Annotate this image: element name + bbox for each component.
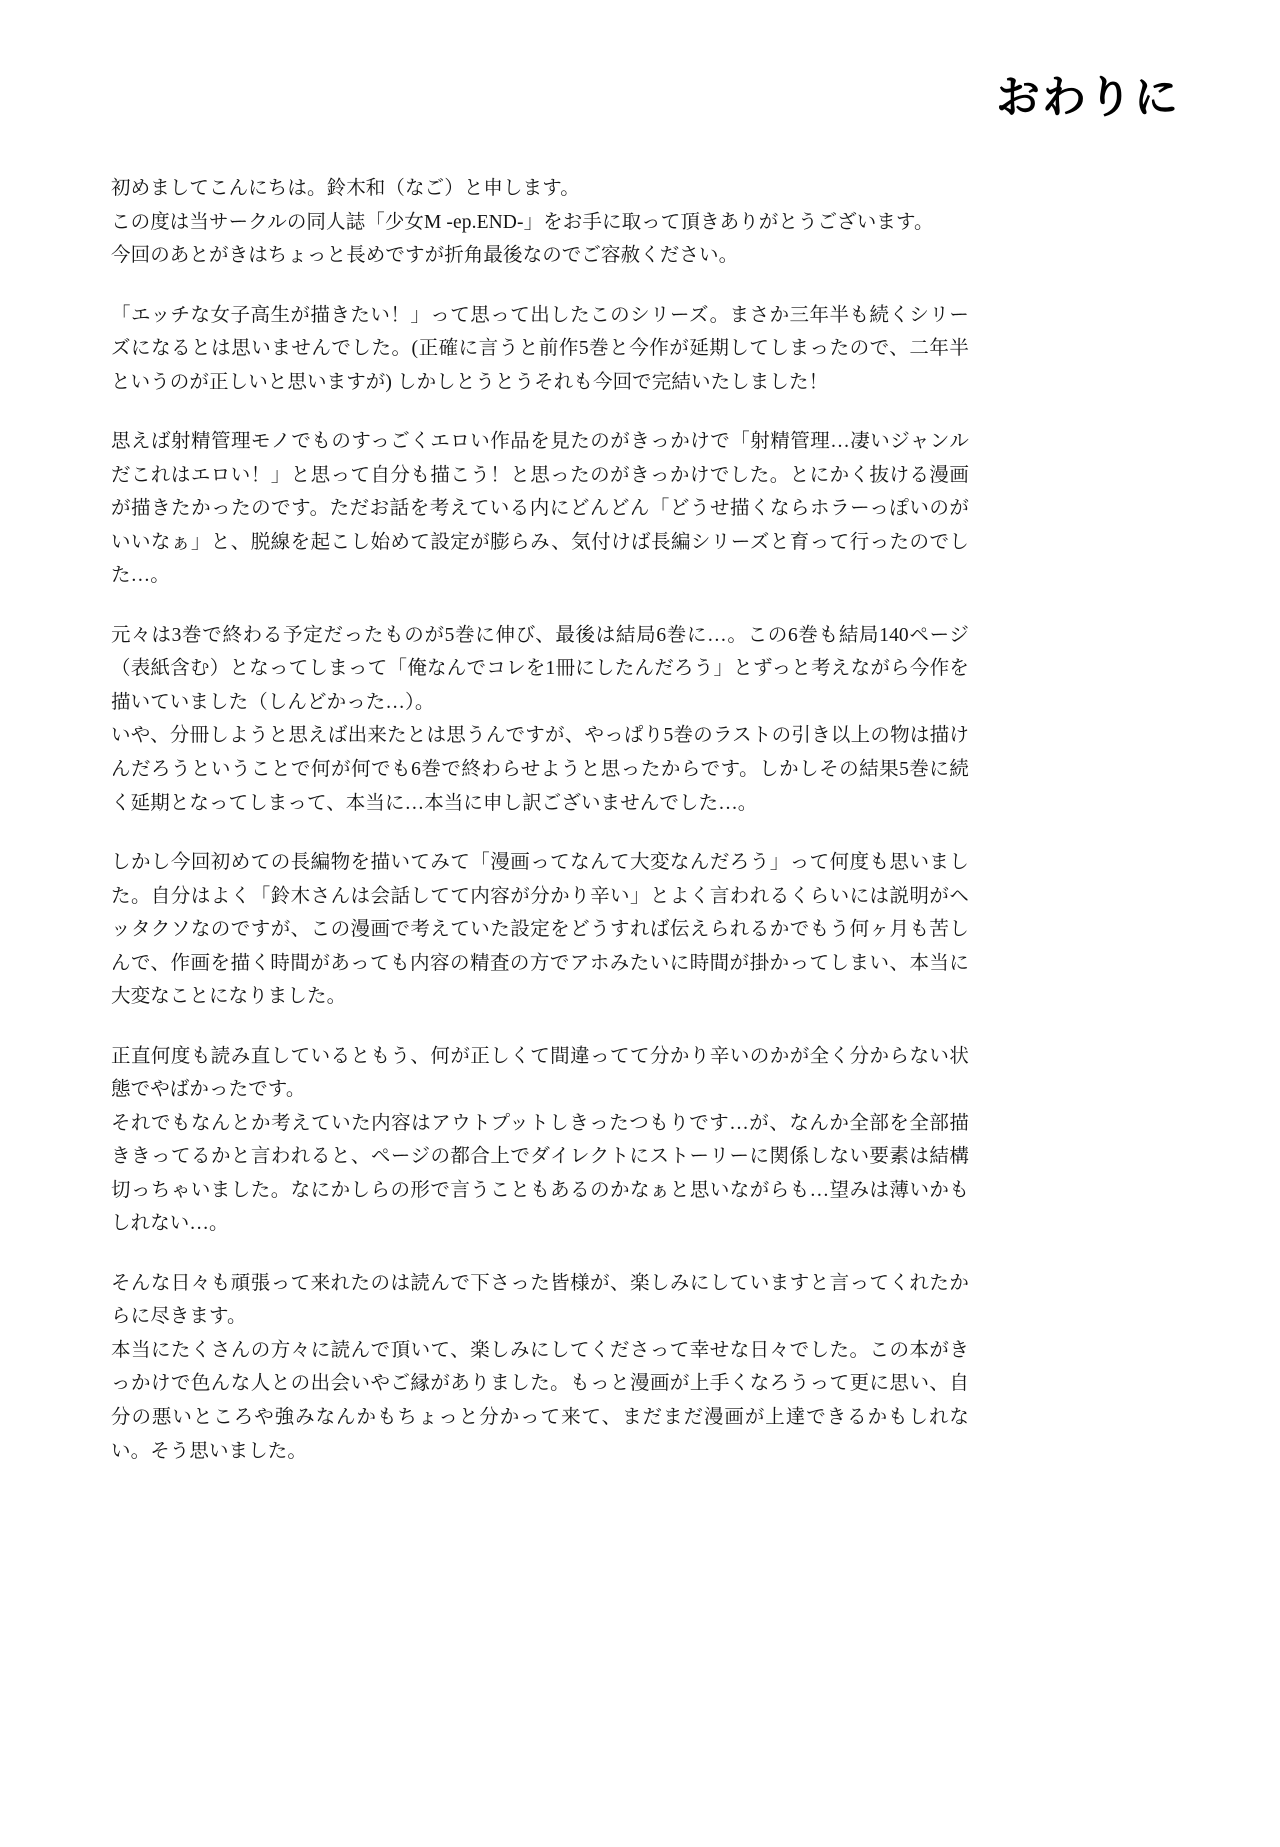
paragraph-spacer <box>111 593 969 619</box>
paragraph-rereading: 正直何度も読み直しているともう、何が正しくて間違ってて分かり辛いのかが全く分からない状態でやばかったです。 それでもなんとか考えていた内容はアウトプットしきったつもりです…が、なんか全部を全部描ききってるかと言われると、ページの都合上でダイレクトにストーリーに関係しない要素は結構切っちゃいました。なにかしらの形で言うこともあるのかなぁと思いながらも…望みは薄いかもしれない…。 <box>111 1045 969 1235</box>
paragraph-series-origin: 「エッチな女子高生が描きたい！」って思って出したこのシリーズ。まさか三年半も続くシリーズになるとは思いませんでした。(正確に言うと前作5巻と今作が延期してしまったので、二年半というのが正しいと思いますが) しかしとうとうそれも今回で完結いたしました！ <box>111 304 969 393</box>
paragraph-spacer <box>111 820 969 846</box>
paragraph-volume-count: 元々は3巻で終わる予定だったものが5巻に伸び、最後は結局6巻に…。この6巻も結局140ページ（表紙含む）となってしまって「俺なんでコレを1冊にしたんだろう」とずっと考えながら今作を描いていました（しんどかった…）。 いや、分冊しようと思えば出来たとは思うんですが、やっぱり5巻のラストの引き以上の物は描けんだろうということで何が何でも6巻で終わらせようと思ったからです。しかしその結果5巻に続く延期となってしまって、本当に…本当に申し訳ございませんでした…。 <box>111 624 969 814</box>
paragraph-spacer <box>111 399 969 425</box>
afterword-body <box>111 172 969 1468</box>
paragraph-long-form-difficulty: しかし今回初めての長編物を描いてみて「漫画ってなんて大変なんだろう」って何度も思いました。自分はよく「鈴木さんは会話してて内容が分かり辛い」とよく言われるくらいには説明がヘッタクソなのですが、この漫画で考えていた設定をどうすれば伝えられるかでもう何ヶ月も苦しんで、作画を描く時間があっても内容の精査の方でアホみたいに時間が掛かってしまい、本当に大変なことになりました。 <box>111 852 969 1008</box>
paragraph-genre-inspiration: 思えば射精管理モノでものすっごくエロい作品を見たのがきっかけで「射精管理…凄いジャンルだこれはエロい！」と思って自分も描こう！と思ったのがきっかけでした。とにかく抜ける漫画が描きたかったのです。ただお話を考えている内にどんどん「どうせ描くならホラーっぽいのがいいなぁ」と、脱線を起こし始めて設定が膨らみ、気付けば長編シリーズと育って行ったのでした…。 <box>111 431 969 587</box>
paragraph-thanks: そんな日々も頑張って来れたのは読んで下さった皆様が、楽しみにしていますと言ってくれたからに尽きます。 本当にたくさんの方々に読んで頂いて、楽しみにしてくださって幸せな日々でした。この本がきっかけで色んな人との出会いやご縁がありました。もっと漫画が上手くなろうって更に思い、自分の悪いところや強みなんかもちょっと分かって来て、まだまだ漫画が上達できるかもしれない。そう思いました。 <box>111 1272 969 1462</box>
paragraph-spacer <box>111 1014 969 1040</box>
paragraph-spacer <box>111 1241 969 1267</box>
paragraph-spacer <box>111 273 969 299</box>
paragraph-intro: 初めましてこんにちは。鈴木和（なご）と申します。 この度は当サークルの同人誌「少女M -ep.END-」をお手に取って頂きありがとうございます。 今回のあとがきはちょっと長めですが折角最後なのでご容赦ください。 <box>111 178 934 267</box>
page-title: おわりに <box>996 72 1180 123</box>
